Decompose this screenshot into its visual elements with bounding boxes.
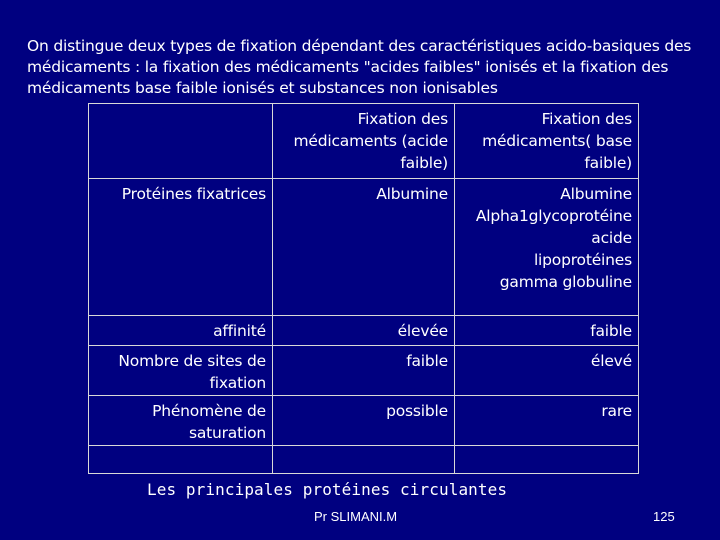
protein-binding-table [88,103,639,474]
table-row-label: Nombre de sites de fixation [89,346,273,396]
author-footer: Pr SLIMANI.M [314,509,398,524]
page-number: 125 [653,509,675,524]
table-cell [455,446,639,474]
table-header-cell: Fixation des médicaments (acide faible) [273,104,455,179]
intro-paragraph: On distingue deux types de fixation dépendant des caractéristiques acido-basiques des médicaments : la fixation des médicaments "acides faibles" ionisés et la fixation des médicaments base faible ionisés et substances non ionisables [27,37,692,97]
table-cell: élevée [273,316,455,346]
table-row-label: Protéines fixatrices [89,179,273,316]
table-cell: Albumine [273,179,455,316]
table-caption: Les principales protéines circulantes [147,480,508,499]
table-row [89,396,639,446]
table-row-label: Phénomène de saturation [89,396,273,446]
table-cell: faible [455,316,639,346]
table-cell [273,446,455,474]
table-cell: élevé [455,346,639,396]
table-row-label [89,446,273,474]
table-row-empty [89,446,639,474]
table-cell: Albumine Alpha1glycoprotéine acide lipoprotéines gamma globuline [455,179,639,316]
table-cell: possible [273,396,455,446]
table-row [89,316,639,346]
table-cell: faible [273,346,455,396]
table-row [89,179,639,316]
table-header-cell: Fixation des médicaments( base faible) [455,104,639,179]
table-row-label: affinité [89,316,273,346]
table-cell: rare [455,396,639,446]
table-row [89,346,639,396]
table-header-cell [89,104,273,179]
table-header-row [89,104,639,179]
